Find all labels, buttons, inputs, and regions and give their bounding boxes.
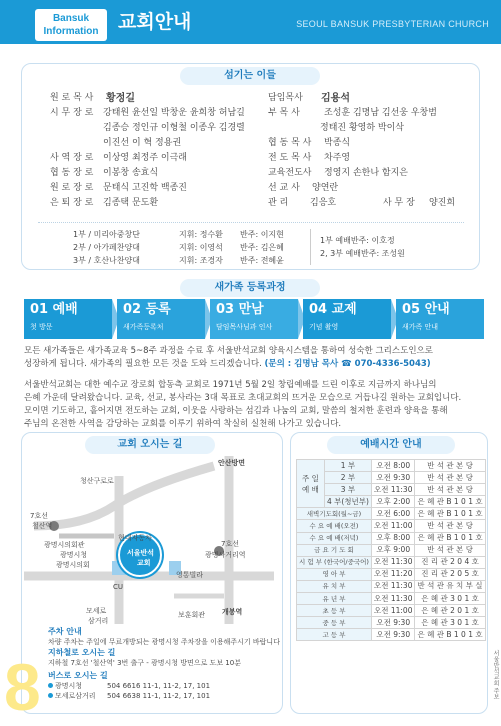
- badge-line-1: Bansuk: [52, 13, 90, 24]
- bus-lines: 504 6616 11-1, 11-2, 17, 101: [107, 682, 211, 690]
- step-title: [309, 302, 357, 318]
- choir-conductor: 지휘: 조경자: [179, 256, 223, 265]
- minister-role: 원 로 목 사: [50, 93, 94, 103]
- ministers-heading: 섬기는 이들: [180, 67, 320, 85]
- choir-accompanist: 반주: 김은혜: [240, 243, 284, 252]
- worship-time: 오전 11:30: [371, 593, 415, 605]
- worship-time: 오전 6:00: [371, 508, 415, 520]
- worship-row: [297, 520, 486, 532]
- map-label-hospital_line: 광명시의회관: [44, 541, 85, 549]
- worship-part: 2 부: [324, 472, 371, 484]
- step-name: 등록: [145, 302, 171, 317]
- intro-line: 모이면 기도하고, 흩어지면 전도하는 교회, 이웃을 사랑하는 섬김과 나눔의 교회, 말씀의 철저한 훈련과 양육을 통해: [24, 406, 448, 416]
- worship-time: 오후 2:00: [371, 496, 415, 508]
- side-note: 서울반석교회 주보: [492, 650, 499, 700]
- worship-time: 오전 11:20: [371, 568, 415, 580]
- worship-place: 은 혜 관 3 0 1 호: [415, 617, 485, 629]
- minister-names: 황정길: [106, 93, 135, 104]
- map-label-dir_right: 개봉역: [222, 608, 243, 616]
- newcomer-step: [117, 299, 205, 339]
- step-title: [216, 302, 264, 318]
- worship-place: 진 리 관 2 0 4 호: [415, 556, 485, 568]
- map-label-church2: 교회: [137, 559, 151, 567]
- minister-names: 양진희: [429, 198, 456, 208]
- minister-names: 차주영: [324, 153, 351, 163]
- worship-time: 오후 8:00: [371, 532, 415, 544]
- minister-names: 김종승 정인규 이형철 이종우 김경렬: [103, 123, 245, 133]
- newcomer-step: [210, 299, 298, 339]
- worship-name: 고 등 부: [297, 629, 372, 641]
- step-title: [402, 302, 450, 318]
- choir-accompanist: 반주: 이지현: [240, 230, 284, 239]
- step-name: 예배: [52, 302, 78, 317]
- map-label-gov: 광명시청: [60, 551, 88, 559]
- worship-name: 초 등 부: [297, 605, 372, 617]
- minister-role: 선 교 사: [268, 183, 300, 193]
- worship-name: 유 치 부: [297, 580, 372, 592]
- step-number: 05: [402, 302, 421, 317]
- newcomer-desc-line-2: [24, 358, 484, 371]
- worship-time: 오전 11:30: [371, 556, 415, 568]
- minister-role: 사 무 장: [383, 198, 415, 208]
- bus-row: [48, 691, 278, 701]
- worship-group-label: 주 일 예 배: [297, 460, 325, 508]
- minister-role: 협 동 목 사: [268, 138, 312, 148]
- minister-names: 김응호: [310, 198, 337, 208]
- worship-part: 1 부: [324, 460, 371, 472]
- bus-row: [48, 681, 278, 691]
- minister-names: 김종택 문도환: [103, 198, 159, 208]
- minister-role: 은 퇴 장 로: [50, 198, 94, 208]
- step-number: 03: [216, 302, 235, 317]
- worship-heading: 예배시간 안내: [327, 436, 455, 454]
- minister-role: 협 동 장 로: [50, 168, 94, 178]
- worship-row: [297, 568, 486, 580]
- step-number: 02: [123, 302, 142, 317]
- step-title: [123, 302, 171, 318]
- step-subtitle: 담임목사님과 인사: [216, 323, 273, 331]
- bus-stop-icon: [48, 693, 53, 698]
- step-name: 교제: [331, 302, 357, 317]
- church-intro: [24, 379, 486, 431]
- minister-role: 전 도 목 사: [268, 153, 312, 163]
- minister-role: 사 역 장 로: [50, 153, 94, 163]
- worship-row: [297, 532, 486, 544]
- minister-role: 부 목 사: [268, 108, 300, 118]
- step-name: 안내: [424, 302, 450, 317]
- worship-place: 반 석 관 본 당: [415, 460, 485, 472]
- choir-divider: [310, 229, 311, 265]
- worship-place: 진 리 관 2 0 5 호: [415, 568, 485, 580]
- page-header: [0, 0, 501, 44]
- newcomer-desc-2: 성장하게 됩니다. 새가족의 필요한 모든 것을 도와 드리겠습니다.: [24, 359, 262, 369]
- subway-text: 지하철 7호선 '철산역' 3번 출구 - 광명시청 방면으로 도보 10분: [48, 659, 241, 667]
- worship-row: [297, 460, 486, 472]
- parking-text: 차량 주차는 주일에 무료개방되는 광명시청 주차장을 이용해주시기 바랍니다: [48, 638, 280, 646]
- ministers-divider: [38, 222, 464, 223]
- bus-lines: 504 6638 11-1, 11-2, 17, 101: [107, 692, 211, 700]
- worship-place: 반 석 관 본 당: [415, 484, 485, 496]
- bus-stop-icon: [48, 683, 53, 688]
- map-label-st7b: 철산역: [32, 522, 53, 530]
- step-subtitle: 새가족 안내: [402, 323, 439, 331]
- worship-row: [297, 605, 486, 617]
- bus-title: 버스로 오시는 길: [48, 671, 108, 680]
- worship-row: [297, 544, 486, 556]
- worship-time: 오전 9:30: [371, 617, 415, 629]
- church-english-name: SEOUL BANSUK PRESBYTERIAN CHURCH: [296, 19, 489, 29]
- worship-place: 은 혜 관 B 1 0 1 호: [415, 508, 485, 520]
- worship-row: [297, 508, 486, 520]
- minister-names: 조성훈 김명남 김선웅 우창범: [324, 108, 437, 118]
- map-label-st7_right: 7호선: [221, 540, 239, 548]
- newcomer-desc-line-1: 모든 새가족들은 새가족교육 5~8주 과정을 수료 후 서울반석교회 양육시스템을 통하여 성숙한 그리스도인으로: [24, 346, 433, 356]
- worship-name: 중 등 부: [297, 617, 372, 629]
- bansuk-information-badge: [35, 9, 107, 41]
- worship-time: 오전 9:30: [371, 472, 415, 484]
- minister-role: 교육전도사: [268, 168, 312, 178]
- page-title: 교회안내: [118, 11, 192, 33]
- service-accompanist: 1부 예배반주: 이호정: [320, 236, 395, 245]
- choir-accompanist: 반주: 전혜윤: [240, 256, 284, 265]
- worship-place: 은 혜 관 B 1 0 1 호: [415, 496, 485, 508]
- choir-team: 3부 / 호산나찬양대: [73, 256, 140, 265]
- worship-time: 오전 9:30: [371, 629, 415, 641]
- newcomer-step: [303, 299, 391, 339]
- choir-conductor: 지휘: 정수환: [179, 230, 223, 239]
- worship-time: 오후 9:00: [371, 544, 415, 556]
- worship-row: [297, 496, 486, 508]
- bus-list: [48, 681, 278, 701]
- page-number: 8: [4, 650, 41, 724]
- worship-name: 금 요 기 도 회: [297, 544, 372, 556]
- minister-role: 관 리: [268, 198, 289, 208]
- worship-name: 유 년 부: [297, 593, 372, 605]
- newcomer-heading: 새가족 등록과정: [180, 279, 320, 297]
- choir-team: 1부 / 미리아중창단: [73, 230, 140, 239]
- worship-time: 오전 11:30: [371, 580, 415, 592]
- directions-heading: 교회 오시는 길: [85, 436, 215, 454]
- worship-name: 시 험 부 (한국어/중국어): [297, 556, 372, 568]
- intro-line: 서울반석교회는 대한 예수교 장로회 합동측 교회로 1971년 5월 2일 창립예배를 드린 이후로 지금까지 하나님의: [24, 380, 437, 390]
- worship-place: 은 혜 관 B 1 0 1 호: [415, 629, 485, 641]
- worship-row: [297, 617, 486, 629]
- worship-row: [297, 472, 486, 484]
- map-label-school2: 삼거리: [88, 617, 109, 625]
- choir-team: 2부 / 아가페찬양대: [73, 243, 140, 252]
- newcomer-step: [24, 299, 112, 339]
- worship-time: 오전 11:00: [371, 605, 415, 617]
- minister-names: 이진선 이 혁 정용권: [103, 138, 182, 148]
- minister-names: 정태진 황영하 박이삭: [320, 123, 404, 133]
- minister-names: 문태식 고진학 백종진: [103, 183, 187, 193]
- worship-place: 은 혜 관 2 0 1 호: [415, 605, 485, 617]
- map-label-church1: 서울반석: [127, 549, 155, 557]
- minister-names: 정영지 손한나 함지은: [324, 168, 408, 178]
- worship-name: 수 요 예 배(오전): [297, 520, 372, 532]
- map-label-pension: 영통빌라: [176, 571, 204, 579]
- step-title: [30, 302, 78, 318]
- minister-names: 이상영 최정주 이극래: [103, 153, 187, 163]
- badge-line-2: Information: [43, 26, 99, 37]
- directions-text: [48, 627, 278, 701]
- intro-line: 주님의 온전한 사역을 감당하는 교회를 이루기 위하여 착실히 실천해 나가고 있습니다.: [24, 419, 342, 429]
- worship-part: 3 부: [324, 484, 371, 496]
- minister-names: 박종식: [324, 138, 351, 148]
- service-accompanist: 2, 3부 예배반주: 조성원: [320, 249, 405, 258]
- newcomer-step: [396, 299, 484, 339]
- worship-time: 오전 8:00: [371, 460, 415, 472]
- newcomer-contact: (문의 : 김명남 목사 ☎ 070-4336-5043): [264, 359, 431, 369]
- step-subtitle: 기념 촬영: [309, 323, 339, 331]
- minister-role: 원 로 장 로: [50, 183, 94, 193]
- worship-place: 반 석 관 본 당: [415, 472, 485, 484]
- bus-stop: 광명시청: [55, 682, 83, 690]
- map-label-gas: 보훈회관: [178, 611, 206, 619]
- minister-names: 김용석: [321, 93, 350, 104]
- step-subtitle: 첫 방문: [30, 323, 53, 331]
- map-label-council: 광명시의회: [56, 561, 90, 569]
- worship-row: [297, 556, 486, 568]
- newcomer-description: [24, 345, 484, 371]
- step-name: 만남: [238, 302, 264, 317]
- step-subtitle: 새가족등록처: [123, 323, 164, 331]
- worship-place: 은 혜 관 B 1 0 1 호: [415, 532, 485, 544]
- choir-conductor: 지휘: 이영석: [179, 243, 223, 252]
- worship-name: 수 요 예 배(저녁): [297, 532, 372, 544]
- intro-line: 은혜 가운데 달려왔습니다. 교육, 선교, 봉사라는 3대 목표로 초대교회의 뜨거운 모습으로 거듭나길 원하는 교회입니다.: [24, 393, 462, 403]
- worship-row: [297, 593, 486, 605]
- worship-place: 반 석 관 본 당: [415, 520, 485, 532]
- minister-names: 강태원 윤선일 박창운 윤희창 허남길: [103, 108, 245, 118]
- step-number: 01: [30, 302, 49, 317]
- worship-name: 새벽기도회(월~금): [297, 508, 372, 520]
- worship-table: [296, 459, 486, 641]
- parking-title: 주차 안내: [48, 627, 82, 636]
- subway-title: 지하철로 오시는 길: [48, 648, 116, 657]
- bus-stop: 모세로삼거리: [55, 692, 96, 700]
- worship-time: 오전 11:30: [371, 484, 415, 496]
- map-label-top: 안산방면: [218, 459, 246, 467]
- minister-role: 시 무 장 로: [50, 108, 94, 118]
- minister-role: 담임목사: [268, 93, 303, 103]
- worship-time: 오전 11:00: [371, 520, 415, 532]
- minister-names: 이봉창 송효식: [103, 168, 159, 178]
- worship-row: [297, 580, 486, 592]
- worship-place: 반 석 관 본 당: [415, 544, 485, 556]
- map-label-st7: 7호선: [30, 512, 48, 520]
- minister-names: 양연란: [312, 183, 339, 193]
- worship-name: 영 아 부: [297, 568, 372, 580]
- worship-row: [297, 629, 486, 641]
- map-label-school1: 모세로: [86, 607, 107, 615]
- worship-part: 4 부(청년부): [324, 496, 371, 508]
- worship-row: [297, 484, 486, 496]
- worship-place: 은 혜 관 3 0 1 호: [415, 593, 485, 605]
- map-label-st7_right2: 광명사거리역: [205, 551, 246, 559]
- map-label-bank: 현대자동차: [118, 534, 152, 542]
- step-number: 04: [309, 302, 328, 317]
- map-label-cu: CU: [113, 583, 124, 591]
- map-label-road: 청산구로로: [80, 477, 114, 485]
- worship-place: 반 석 관 유 치 부 실: [415, 580, 485, 592]
